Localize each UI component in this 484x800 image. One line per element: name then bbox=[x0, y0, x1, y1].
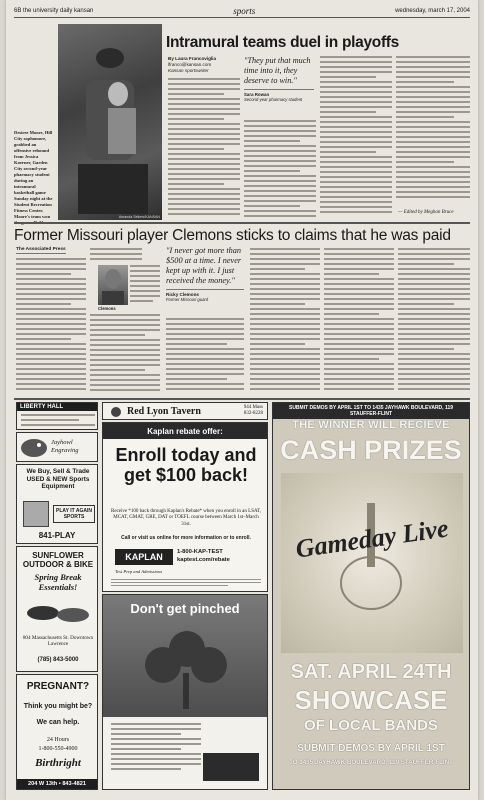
think-line: Think you might be? bbox=[23, 703, 93, 710]
liberty-hall-ad[interactable] bbox=[16, 402, 98, 430]
story1-kicker: Kansan sportswriter bbox=[168, 68, 209, 73]
kaplan-fine-print: Receive *100 back through Kaplan's Rebate* when you enroll in an LSAT, MCAT, GMAT, GRE, DAT or TOEFL course between March 1st–March 31st. bbox=[111, 509, 261, 527]
liberty-hall-title: LIBERTY HALL bbox=[17, 403, 97, 411]
pullquote-title: Second-year pharmacy student bbox=[244, 97, 303, 102]
red-lyon-phone: 832-8228 bbox=[243, 411, 263, 416]
jayhowl-engraving-ad[interactable] bbox=[16, 432, 98, 462]
pregnant-headline: PREGNANT? bbox=[26, 681, 90, 692]
birthright-ad[interactable] bbox=[16, 674, 98, 790]
kaplan-ad[interactable] bbox=[102, 422, 268, 592]
submit-address: TO 1435 JAYHAWK BOULEVARD, 119 STAUFFER-FLINT bbox=[289, 759, 453, 766]
kaplan-phone: 1-800-KAP-TEST bbox=[177, 549, 223, 555]
red-lyon-contact bbox=[244, 405, 263, 417]
red-lyon-address: 944 Mass bbox=[243, 405, 263, 410]
story1-headline: Intramural teams duel in playoffs bbox=[166, 34, 399, 51]
story1-pullquote bbox=[244, 56, 314, 102]
sunflower-ad[interactable] bbox=[16, 546, 98, 672]
birthright-address: 204 W 13th • 843-4821 bbox=[17, 779, 97, 789]
birthright-phone: 1-800-550-4900 bbox=[38, 746, 78, 752]
story2-wrap-text bbox=[130, 265, 160, 305]
photo-credit: Amanda Sellers/KANSAN bbox=[118, 215, 160, 219]
pullquote-text: "They put that much time into it, they deserve to win." bbox=[244, 56, 311, 85]
story1-byline-block bbox=[168, 56, 238, 74]
kaplan-contact bbox=[177, 549, 263, 564]
hours-line: 24 Hours bbox=[46, 737, 70, 743]
guitar-icon bbox=[281, 473, 463, 653]
kaplan-logo: KAPLAN bbox=[115, 549, 173, 565]
page-folio bbox=[14, 4, 470, 18]
story2-column-2 bbox=[90, 314, 160, 394]
red-lyon-name: Red Lyon Tavern bbox=[127, 406, 201, 417]
sunflower-phone: (785) 843-5000 bbox=[37, 657, 79, 663]
story2-pullquote-text: "I never got more than $500 at a time. I never kept up with it. I just received the money." bbox=[166, 246, 242, 285]
photo-caption: Desiree Moore, Hill City sophomore, grabbed an offensive rebound from Jessica Koerner, Garden City second-year pharmacy student during an intramural basketball game Sunday night at the Student Recreation Fitness Center. Moore's team won bbox=[14, 130, 53, 219]
event-date: SAT. APRIL 24TH bbox=[290, 661, 452, 683]
enroll-headline: Enroll today and get $100 back! bbox=[115, 445, 257, 485]
we-can-help: We can help. bbox=[36, 719, 80, 726]
kaplan-url[interactable]: kaptest.com/rebate bbox=[177, 556, 230, 563]
spring-break-headline: Spring Break Essentials! bbox=[34, 572, 82, 592]
story1-signoff: — Edited by Meghan Bruce bbox=[398, 210, 454, 215]
newspaper-page bbox=[6, 0, 478, 800]
red-lyon-ad[interactable] bbox=[102, 402, 268, 420]
story2-column-5 bbox=[324, 248, 394, 394]
story2-column-3 bbox=[166, 318, 244, 394]
story2-column-4 bbox=[250, 248, 320, 394]
players-silhouette-icon bbox=[58, 24, 162, 220]
story1-column-2 bbox=[244, 120, 316, 220]
showcase-title: SHOWCASE bbox=[294, 685, 448, 715]
story-divider bbox=[14, 222, 470, 224]
story2-pullquote-title: Former Missouri guard bbox=[166, 297, 209, 302]
story1-column-3 bbox=[320, 56, 392, 220]
gameday-live-ad[interactable] bbox=[272, 402, 470, 790]
kaplan-call: Call or visit us online for more information or to enroll. bbox=[121, 535, 251, 541]
story2-byline: The Associated Press bbox=[16, 247, 66, 252]
sports-equipment-icon bbox=[23, 501, 49, 527]
ads-divider bbox=[14, 398, 470, 400]
jayhawk-logo-icon bbox=[19, 435, 49, 461]
lion-icon bbox=[109, 406, 123, 418]
sunflower-address: 804 Massachusetts St. Downtown Lawrence bbox=[22, 635, 94, 648]
play-it-again-ad[interactable] bbox=[16, 464, 98, 544]
folio-section: sports bbox=[233, 5, 256, 16]
story1-column-1 bbox=[168, 78, 240, 220]
sandals-icon bbox=[23, 597, 93, 629]
jayhowl-name: Jayhowl Engraving bbox=[51, 439, 79, 454]
submit-demos-top: SUBMIT DEMOS BY APRIL 1ST TO 1435 JAYHAWK BOULEVARD, 119 STAUFFER-FLINT bbox=[273, 403, 469, 419]
submit-demos-bottom: SUBMIT DEMOS BY APRIL 1ST bbox=[297, 743, 445, 754]
birthright-logo: Birthright bbox=[35, 757, 81, 769]
story1-byline: By Laura Francoviglia bbox=[168, 56, 216, 61]
winner-line: THE WINNER WILL RECIEVE bbox=[292, 419, 450, 431]
folio-date: wednesday, march 17, 2004 bbox=[395, 7, 470, 14]
sunflower-name: SUNFLOWER OUTDOOR & BIKE bbox=[22, 551, 94, 569]
pullquote-name: Sara Rowan bbox=[244, 89, 314, 97]
sponsor-logo bbox=[203, 753, 259, 781]
gameday-logo: Gameday Live bbox=[293, 513, 451, 564]
story1-column-4 bbox=[396, 56, 470, 206]
story2-column-6 bbox=[398, 248, 470, 394]
kaplan-legal bbox=[111, 579, 261, 591]
kaplan-rebate-banner: Kaplan rebate offer: bbox=[103, 423, 267, 439]
face-icon bbox=[98, 265, 128, 305]
gameday-graphic bbox=[281, 473, 463, 653]
basketball-photo bbox=[58, 24, 162, 220]
buy-sell-headline: We Buy, Sell & Trade USED & NEW Sports Equipment bbox=[26, 468, 90, 490]
play-phone: 841-PLAY bbox=[38, 531, 76, 540]
pinched-body bbox=[111, 723, 201, 783]
dont-get-pinched-ad[interactable] bbox=[102, 594, 268, 790]
story2-pullquote bbox=[166, 246, 244, 302]
mugshot-caption: Clemons bbox=[98, 306, 116, 311]
pinched-headline: Don't get pinched bbox=[130, 601, 240, 616]
folio-paper-name: 6B the university daily kansan bbox=[14, 7, 94, 14]
story1-email: lfranco@kansan.com bbox=[168, 62, 212, 67]
kaplan-tagline: Test Prep and Admissions bbox=[115, 569, 163, 574]
story2-column-2-top bbox=[90, 248, 142, 262]
local-bands: OF LOCAL BANDS bbox=[304, 717, 438, 734]
cash-prizes: CASH PRIZES bbox=[280, 435, 462, 465]
clemons-mugshot bbox=[98, 265, 128, 305]
liberty-hall-listings bbox=[21, 414, 95, 430]
play-it-again-logo: PLAY IT AGAIN SPORTS bbox=[53, 505, 95, 523]
story2-pullquote-name: Ricky Clemons bbox=[166, 289, 244, 297]
story2-column-1 bbox=[16, 258, 86, 394]
story2-headline: Former Missouri player Clemons sticks to claims that he was paid bbox=[14, 227, 451, 244]
